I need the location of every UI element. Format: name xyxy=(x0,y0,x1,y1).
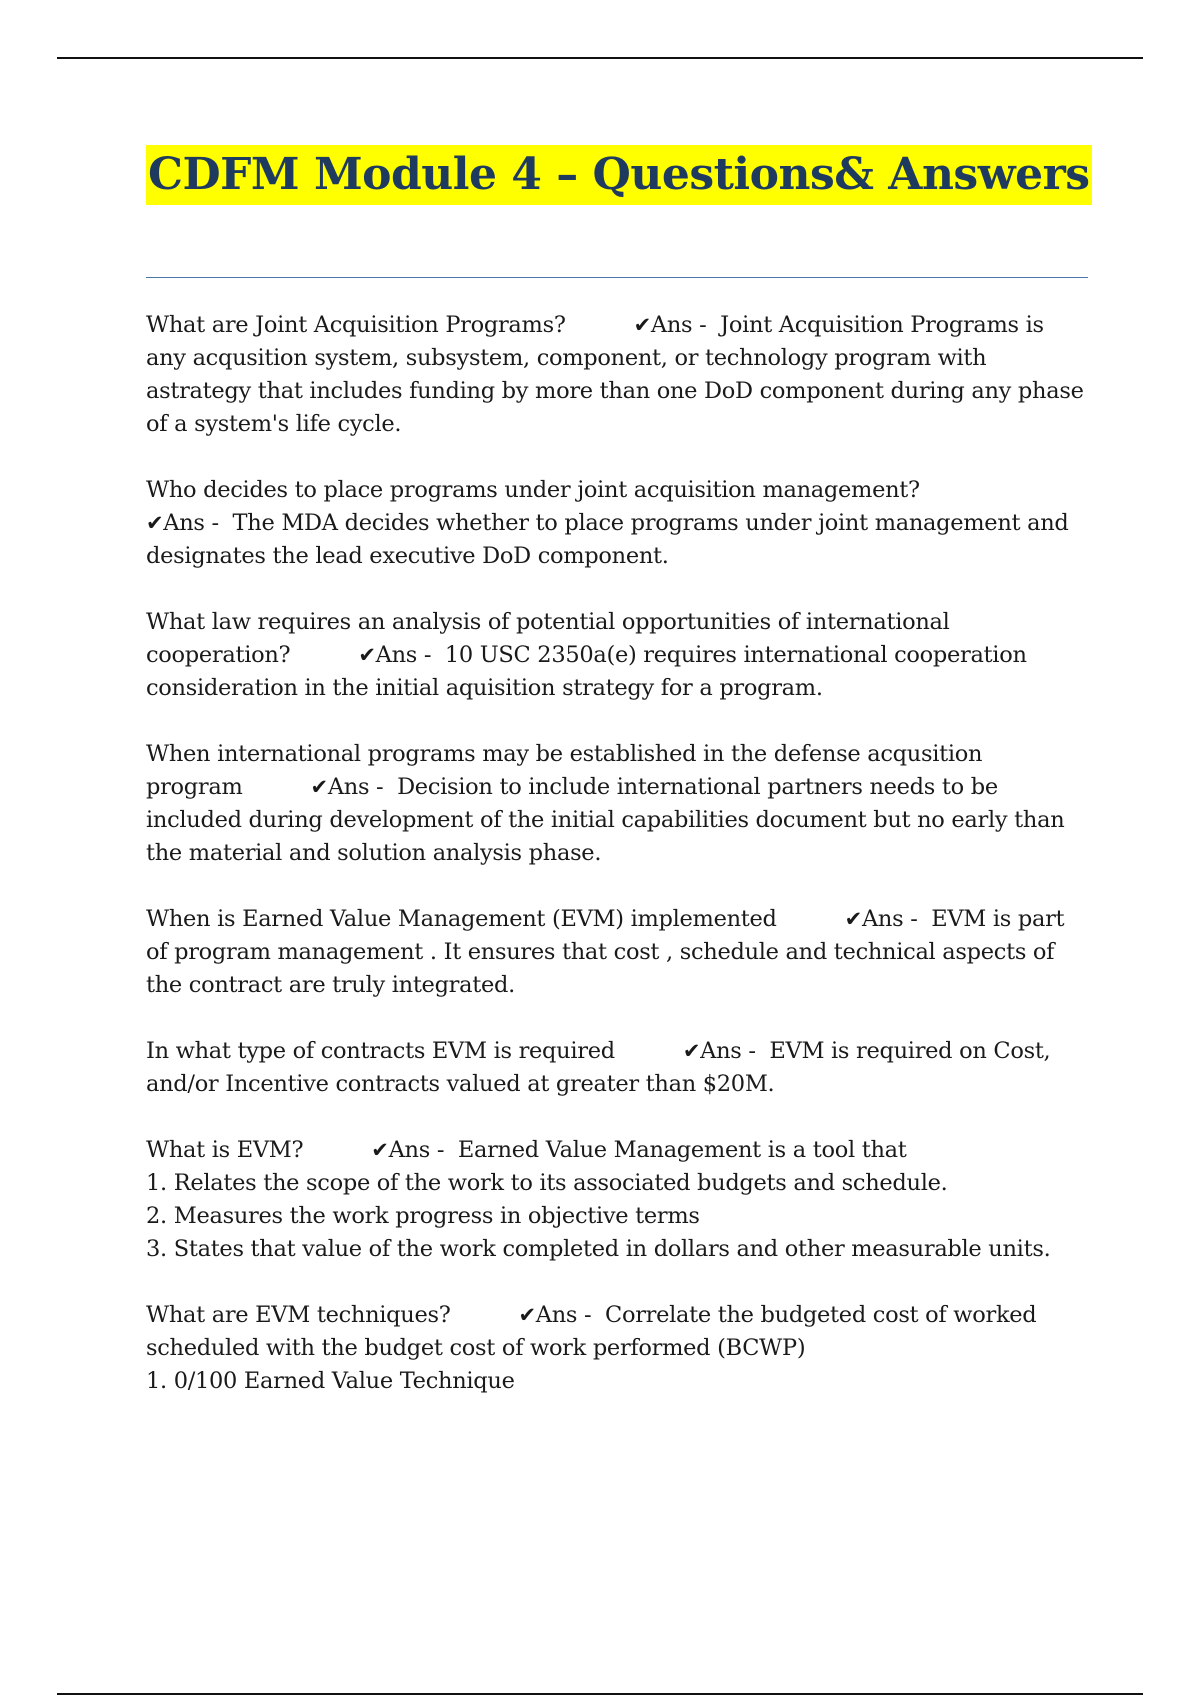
check-mark-icon: ✔ xyxy=(310,775,328,799)
answer-label: Ans xyxy=(388,1137,430,1163)
answer-marker: ✔Ans - xyxy=(371,1137,458,1163)
answer-text: EVM is required on Cost, and/or Incentive contracts valued at greater than $20M. xyxy=(146,1038,1051,1097)
question-text: When is Earned Value Management (EVM) implemented xyxy=(146,906,777,932)
check-mark-icon: ✔ xyxy=(633,313,651,337)
check-mark-icon: ✔ xyxy=(518,1303,536,1327)
check-mark-icon: ✔ xyxy=(844,907,862,931)
answer-label: Ans xyxy=(327,774,370,800)
answer-marker: ✔Ans - xyxy=(682,1038,770,1064)
answer-text: 10 USC 2350a(e) requires international cooperation consideration in the initial aquisition strategy for a program. xyxy=(146,642,1027,701)
answer-label: Ans xyxy=(375,642,418,668)
check-mark-icon: ✔ xyxy=(371,1138,389,1162)
qa-content xyxy=(146,309,1088,1431)
answer-marker: ✔Ans - xyxy=(518,1302,606,1328)
qa-item xyxy=(146,903,1088,1002)
answer-label: Ans xyxy=(535,1302,578,1328)
document-title: CDFM Module 4 – Questions& Answers xyxy=(146,145,1092,205)
answer-text: Correlate the budgeted cost of worked scheduled with the budget cost of work performed (BCWP) xyxy=(146,1302,1037,1361)
question-text: What are Joint Acquisition Programs? xyxy=(146,312,566,338)
question-text: What is EVM? xyxy=(146,1137,304,1163)
answer-label: Ans xyxy=(700,1038,742,1064)
qa-item xyxy=(146,1035,1088,1101)
answer-text: EVM is part of program management . It ensures that cost , schedule and technical aspects of the contract are truly integrated. xyxy=(146,906,1065,998)
qa-item xyxy=(146,606,1088,705)
list-item: 2. Measures the work progress in objective terms xyxy=(146,1203,700,1229)
answer-text: Decision to include international partners needs to be included during development of the initial capabilities document but no early than the material and solution analysis phase. xyxy=(146,774,1065,866)
question-text: In what type of contracts EVM is required xyxy=(146,1038,615,1064)
bottom-page-rule xyxy=(57,1693,1143,1695)
top-page-rule xyxy=(57,57,1143,59)
qa-item xyxy=(146,1299,1088,1398)
list-item: 1. Relates the scope of the work to its associated budgets and schedule. xyxy=(146,1170,948,1196)
answer-text: Earned Value Management is a tool that xyxy=(457,1137,907,1163)
title-underline xyxy=(146,277,1088,278)
answer-marker: ✔Ans - xyxy=(633,312,721,338)
question-text: Who decides to place programs under joint acquisition management? xyxy=(146,477,920,503)
answer-marker: ✔Ans - xyxy=(358,642,445,668)
answer-marker: ✔Ans - xyxy=(844,906,932,932)
answer-label: Ans xyxy=(861,906,904,932)
qa-item xyxy=(146,309,1088,441)
question-text: What are EVM techniques? xyxy=(146,1302,451,1328)
qa-item: Who decides to place programs under joint acquisition management? ✔Ans - The MDA decides whether to place programs under joint management and designates the lead executive DoD component. xyxy=(146,477,1069,569)
answer-label: Ans xyxy=(163,510,205,536)
question-text: What law requires an analysis of potential opportunities of international cooperation? xyxy=(146,609,950,668)
check-mark-icon: ✔ xyxy=(682,1039,701,1063)
answer-label: Ans xyxy=(650,312,693,338)
check-mark-icon: ✔ xyxy=(146,511,164,535)
title-block xyxy=(146,145,1092,205)
qa-item xyxy=(146,1134,1088,1266)
check-mark-icon: ✔ xyxy=(358,643,376,667)
answer-text: Joint Acquisition Programs is any acqusition system, subsystem, component, or technology program with astrategy that includes funding by more than one DoD component during any phase of a system's life cycle. xyxy=(146,312,1084,437)
list-item: 3. States that value of the work completed in dollars and other measurable units. xyxy=(146,1236,1051,1262)
answer-text: The MDA decides whether to place programs under joint management and designates the lead executive DoD component. xyxy=(146,510,1069,569)
question-text: When international programs may be established in the defense acqusition program xyxy=(146,741,983,800)
answer-marker: ✔Ans - xyxy=(310,774,398,800)
list-item: 1. 0/100 Earned Value Technique xyxy=(146,1368,515,1394)
qa-item xyxy=(146,738,1088,870)
